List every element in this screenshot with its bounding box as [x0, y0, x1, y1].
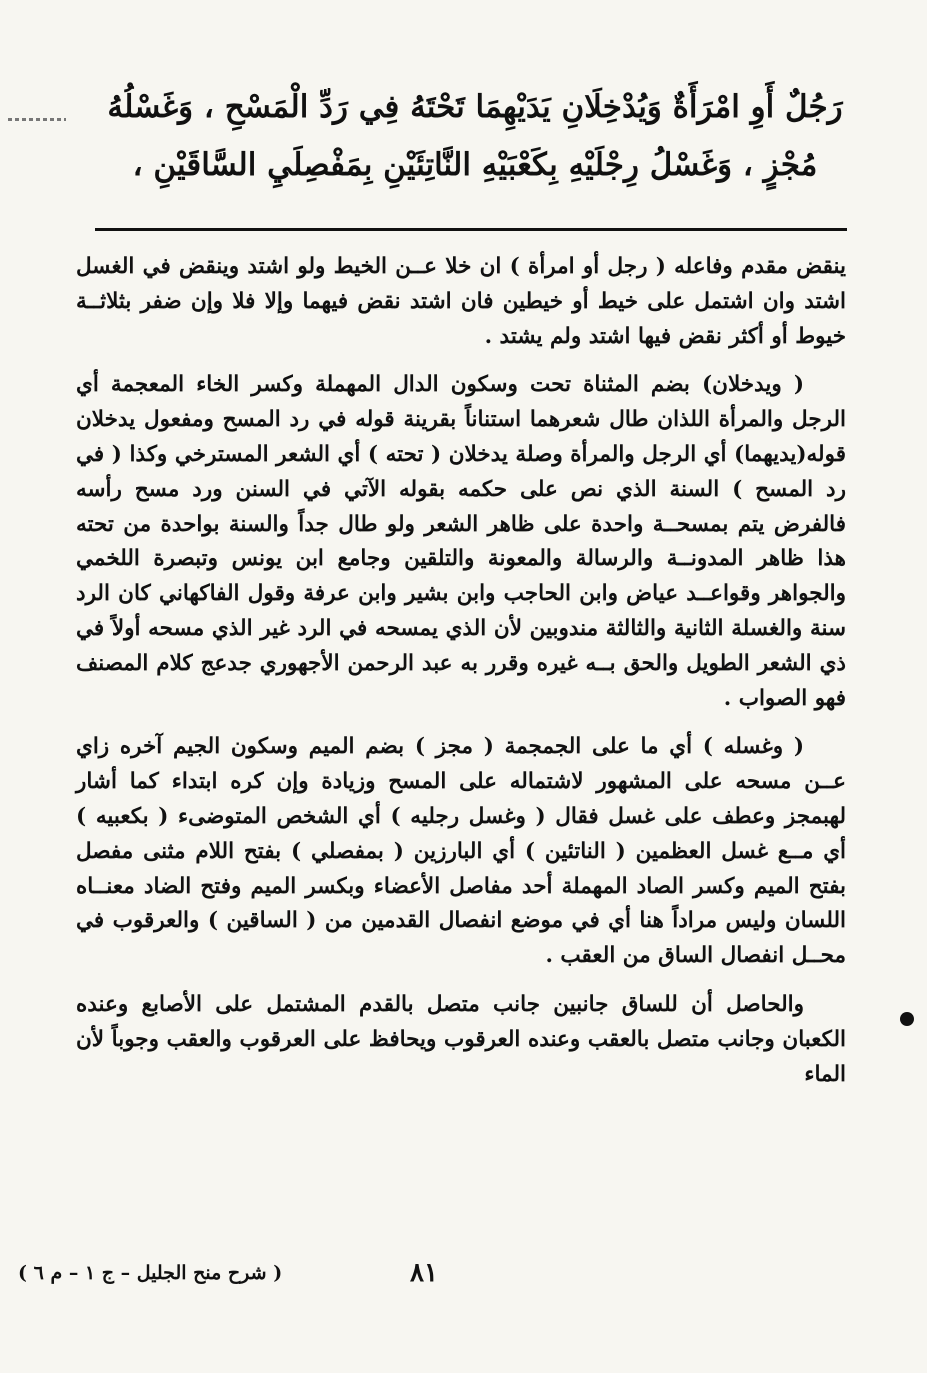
- commentary-paragraph-3: ( وغسله ) أي ما على الجمجمة ( مجز ) بضم الميم وسكون الجيم آخره زاي عــن مسحه على المشهور لاشتماله على المسح وزيادة وإن كره ابتداء كما أشار لهبمجز وعطف على غسل فقال ( وغسل رجليه ) أي الشخص المتوضىء ( بكعبيه ) أي مــع غسل العظمين ( الناتئين ) أي البارزين ( بمفصلي ) بفتح اللام مثنى مفصل بفتح الميم وكسر الصاد المهملة أحد مفاصل الأعضاء وبكسر الميم وفتح الضاد معنــاه اللسان وليس مراداً هنا أي في موضع انفصال القدمين من ( الساقين ) والعرقوب في محــل انفصال الساق من العقب .: [76, 734, 846, 969]
- scan-speck: [8, 118, 66, 121]
- commentary-paragraph-1: ينقض مقدم وفاعله ( رجل أو امرأة ) ان خلا عــن الخيط ولو اشتد وينقض في الغسل اشتد وان اشتمل على خيط أو خيطين فان اشتد نقض فيهما وإلا فلا وإن ضفر بثلاثــة خيوط أو أكثر نقض فيها اشتد ولم يشتد .: [76, 254, 846, 349]
- commentary-paragraph-2: ( ويدخلان) بضم المثناة تحت وسكون الدال المهملة وكسر الخاء المعجمة أي الرجل والمرأة اللذان طال شعرهما استناناً بقرينة قوله في رد المسح ومفعول يدخلان قوله(يديهما) أي الرجل والمرأة وصلة يدخلان ( تحته ) أي الشعر المسترخي وكذا ( في رد المسح ) السنة الذي نص على حكمه بقوله الآتي في السنن ورد مسح رأسه فالفرض يتم بمسحــة واحدة على ظاهر الشعر ولو طال جداً والسنة بواحدة من تحته هذا ظاهر المدونــة والرسالة والمعونة والتلقين وجامع ابن يونس وتبصرة اللخمي والجواهر وقواعــد عياض وابن الحاجب وابن بشير وابن عرفة وقول الفاكهاني كان الرد سنة والغسلة الثانية والثالثة مندوبين لأن الذي يمسحه في الرد غير الذي مسحه أولاً في ذي الشعر الطويل والحق بــه غيره وقرر به عبد الرحمن الأجهوري جدعج كلام المصنف فهو الصواب .: [76, 372, 846, 711]
- matn-text-block: [105, 78, 845, 194]
- separator-rule: [95, 228, 847, 231]
- margin-dot: [900, 1012, 914, 1026]
- matn-line-2: مُجْزٍ ، وَغَسْلُ رِجْلَيْهِ بِكَعْبَيْهِ النَّاتِئَيْنِ بِمَفْصِلَيِ السَّاقَيْنِ ،: [132, 147, 818, 183]
- footer-reference: ( شرح منح الجليل – ج ١ – م ٦ ): [18, 1262, 283, 1284]
- page-number: ٨١: [410, 1258, 438, 1288]
- commentary-text-block: [76, 250, 846, 1106]
- matn-line-1: رَجُلٌ أَوِ امْرَأَةٌ وَيُدْخِلَانِ يَدَيْهِمَا تَحْتَهُ فِي رَدِّ الْمَسْحِ ، وَغَسْلُهُ: [107, 89, 843, 125]
- commentary-paragraph-4: والحاصل أن للساق جانبين جانب متصل بالقدم المشتمل على الأصابع وعنده الكعبان وجانب متصل بالعقب وعنده العرقوب ويحافظ على العرقوب والعقب وجوباً لأن الماء: [76, 991, 846, 1087]
